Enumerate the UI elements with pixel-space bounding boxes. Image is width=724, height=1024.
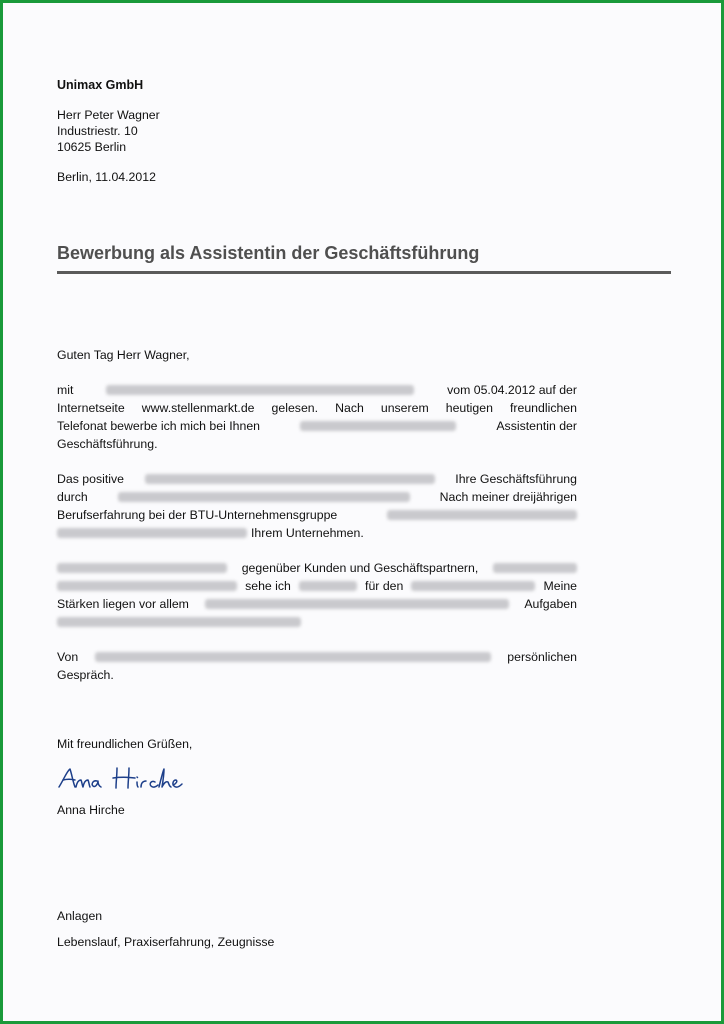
para1-line4 (57, 436, 577, 452)
greeting: Guten Tag Herr Wagner, (57, 348, 190, 362)
para1-word: heutigen (445, 401, 493, 415)
recipient-city: 10625 Berlin (57, 140, 127, 154)
redacted-text (118, 492, 410, 502)
para1-word: gelesen. (271, 401, 319, 415)
para4-text: persönlichen (507, 650, 577, 664)
subject-rule (57, 271, 671, 274)
para1-line1 (57, 382, 577, 398)
para4-line2 (57, 667, 577, 683)
attachments-label: Anlagen (57, 909, 103, 923)
para1-word: www.stellenmarkt.de (141, 401, 255, 415)
para4-text: Gespräch. (57, 668, 114, 682)
para3-text: sehe ich (245, 579, 291, 593)
para1-word: Nach (335, 401, 364, 415)
recipient-street: Industriestr. 10 (57, 124, 138, 138)
para1-text: Telefonat bewerbe ich mich bei Ihnen (57, 419, 261, 433)
para1-text: vom 05.04.2012 auf der (447, 383, 577, 397)
signature-image (55, 763, 185, 797)
redacted-text (493, 563, 577, 573)
redacted-text (95, 652, 491, 662)
redacted-text (300, 421, 456, 431)
redacted-text (57, 617, 301, 627)
para2-line3 (57, 507, 577, 523)
para2-line1 (57, 471, 577, 487)
para2-text: Das positive (57, 472, 124, 486)
closing: Mit freundlichen Grüßen, (57, 737, 193, 751)
para3-line3 (57, 596, 577, 612)
para2-text: durch (57, 490, 88, 504)
redacted-text (299, 581, 357, 591)
para2-text: Nach meiner dreijährigen (439, 490, 577, 504)
para2-text: Ihrem Unternehmen. (251, 526, 364, 540)
redacted-text (145, 474, 435, 484)
redacted-text (106, 385, 414, 395)
para1-word: unserem (380, 401, 429, 415)
para3-line1 (57, 560, 577, 576)
para4-text: Von (57, 650, 79, 664)
para3-text: für den (365, 579, 404, 593)
sender-company: Unimax GmbH (57, 78, 144, 92)
para3-text: Meine (543, 579, 577, 593)
para2-text: Ihre Geschäftsführung (455, 472, 577, 486)
redacted-text (411, 581, 535, 591)
recipient-address (57, 107, 160, 155)
para1-text: Geschäftsführung. (57, 437, 158, 451)
redacted-text (57, 581, 237, 591)
para3-text: gegenüber Kunden und Geschäftspartnern, (241, 561, 479, 575)
para1-text: Assistentin der (496, 419, 577, 433)
para1-line2 (57, 400, 577, 416)
redacted-text (57, 563, 227, 573)
handwritten-signature (55, 763, 185, 800)
para1-word: Internetseite (57, 401, 125, 415)
para3-text: Aufgaben (524, 597, 577, 611)
redacted-text (205, 599, 509, 609)
recipient-name: Herr Peter Wagner (57, 108, 160, 122)
para4-line1 (57, 649, 577, 665)
para2-line4 (57, 525, 577, 541)
para1-word: freundlichen (509, 401, 577, 415)
signature-name: Anna Hirche (57, 803, 125, 817)
para3-line2 (57, 578, 577, 594)
para2-text: Berufserfahrung bei der BTU-Unternehmensgruppe (57, 508, 338, 522)
para3-line4 (57, 614, 577, 630)
para2-line2 (57, 489, 577, 505)
place-date: Berlin, 11.04.2012 (57, 170, 156, 184)
redacted-text (57, 528, 247, 538)
subject-line: Bewerbung als Assistentin der Geschäftsführung (57, 243, 480, 263)
para3-text: Stärken liegen vor allem (57, 597, 189, 611)
redacted-text (387, 510, 577, 520)
attachments-list: Lebenslauf, Praxiserfahrung, Zeugnisse (57, 935, 275, 949)
para1-text: mit (57, 383, 74, 397)
para1-line3 (57, 418, 577, 434)
